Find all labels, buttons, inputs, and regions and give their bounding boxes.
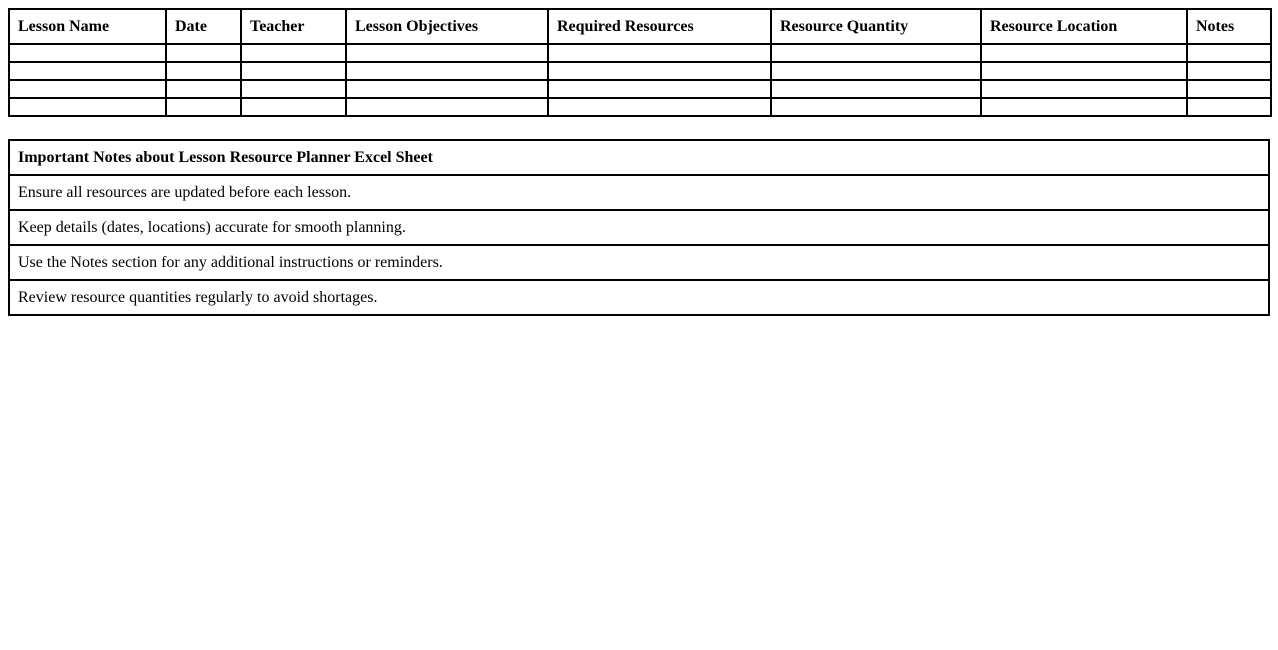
- planner-empty-cell: [1187, 80, 1271, 98]
- planner-empty-cell: [548, 62, 771, 80]
- planner-empty-cell: [981, 80, 1187, 98]
- planner-empty-row: [9, 62, 1271, 80]
- planner-empty-cell: [548, 98, 771, 116]
- note-row: [9, 280, 1269, 315]
- planner-empty-cell: [166, 62, 241, 80]
- column-header-notes: Notes: [1187, 9, 1271, 44]
- planner-header-row: [9, 9, 1271, 44]
- planner-empty-cell: [241, 62, 346, 80]
- notes-title-row: [9, 140, 1269, 175]
- column-header-lesson-name: Lesson Name: [9, 9, 166, 44]
- note-item: Review resource quantities regularly to avoid shortages.: [9, 280, 1269, 315]
- planner-empty-cell: [241, 80, 346, 98]
- column-header-required-resources: Required Resources: [548, 9, 771, 44]
- planner-empty-row: [9, 44, 1271, 62]
- planner-empty-cell: [346, 80, 548, 98]
- note-item: Use the Notes section for any additional instructions or reminders.: [9, 245, 1269, 280]
- planner-empty-cell: [1187, 44, 1271, 62]
- planner-empty-cell: [166, 80, 241, 98]
- planner-empty-cell: [1187, 62, 1271, 80]
- planner-empty-cell: [981, 44, 1187, 62]
- planner-empty-cell: [241, 98, 346, 116]
- note-row: [9, 175, 1269, 210]
- planner-empty-row: [9, 98, 1271, 116]
- planner-empty-cell: [771, 98, 981, 116]
- planner-empty-cell: [9, 62, 166, 80]
- planner-empty-cell: [166, 44, 241, 62]
- planner-empty-row: [9, 80, 1271, 98]
- planner-empty-cell: [9, 80, 166, 98]
- planner-empty-cell: [9, 44, 166, 62]
- planner-empty-cell: [548, 80, 771, 98]
- note-item: Keep details (dates, locations) accurate for smooth planning.: [9, 210, 1269, 245]
- planner-empty-cell: [346, 98, 548, 116]
- planner-empty-cell: [9, 98, 166, 116]
- notes-title: Important Notes about Lesson Resource Planner Excel Sheet: [9, 140, 1269, 175]
- note-row: [9, 210, 1269, 245]
- planner-empty-cell: [346, 62, 548, 80]
- planner-empty-cell: [981, 98, 1187, 116]
- note-row: [9, 245, 1269, 280]
- column-header-lesson-objectives: Lesson Objectives: [346, 9, 548, 44]
- planner-empty-cell: [771, 44, 981, 62]
- planner-empty-cell: [1187, 98, 1271, 116]
- planner-empty-cell: [548, 44, 771, 62]
- planner-empty-cell: [346, 44, 548, 62]
- planner-empty-cell: [241, 44, 346, 62]
- planner-empty-cell: [771, 62, 981, 80]
- note-item: Ensure all resources are updated before each lesson.: [9, 175, 1269, 210]
- column-header-resource-quantity: Resource Quantity: [771, 9, 981, 44]
- planner-empty-cell: [981, 62, 1187, 80]
- planner-empty-cell: [166, 98, 241, 116]
- document-page: [0, 0, 1278, 324]
- column-header-resource-location: Resource Location: [981, 9, 1187, 44]
- important-notes-table: [8, 139, 1270, 316]
- lesson-planner-table: [8, 8, 1272, 117]
- column-header-teacher: Teacher: [241, 9, 346, 44]
- column-header-date: Date: [166, 9, 241, 44]
- planner-empty-cell: [771, 80, 981, 98]
